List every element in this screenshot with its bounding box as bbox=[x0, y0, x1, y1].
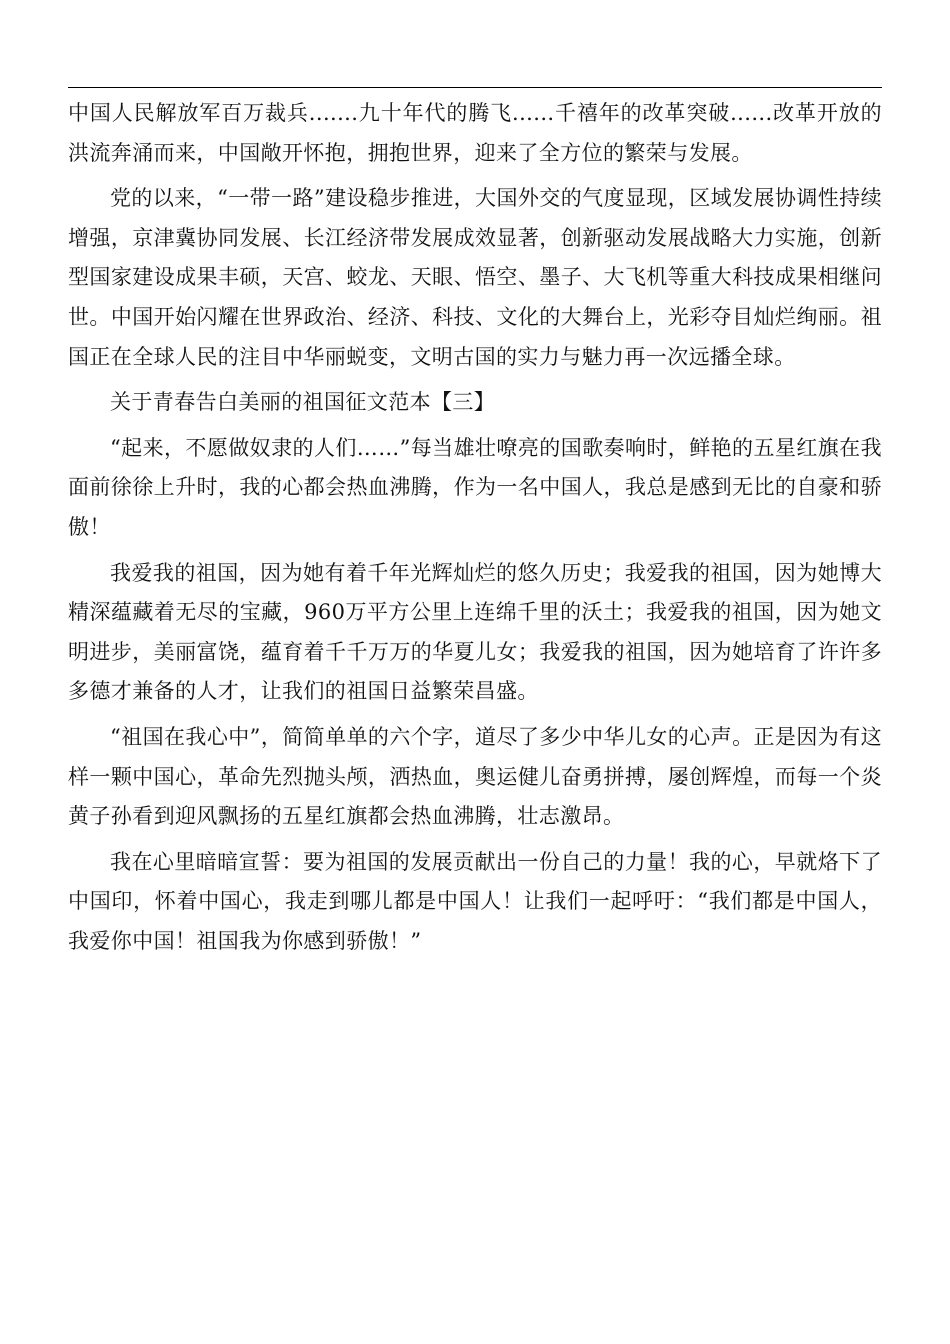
paragraph: “起来，不愿做奴隶的人们……”每当雄壮嘹亮的国歌奏响时，鲜艳的五星红旗在我面前徐徐上升时，我的心都会热血沸腾，作为一名中国人，我总是感到无比的自豪和骄傲！ bbox=[68, 435, 882, 539]
paragraph: 我爱我的祖国，因为她有着千年光辉灿烂的悠久历史；我爱我的祖国，因为她博大精深蕴藏着无尽的宝藏，960万平方公里上连绵千里的沃土；我爱我的祖国，因为她文明进步，美丽富饶，蕴育着千千万万的华夏儿女；我爱我的祖国，因为她培育了许许多多德才兼备的人才，让我们的祖国日益繁荣昌盛。 bbox=[68, 560, 882, 704]
section-heading: 关于青春告白美丽的祖国征文范本【三】 bbox=[110, 390, 496, 415]
paragraph: 我在心里暗暗宣誓：要为祖国的发展贡献出一份自己的力量！我的心，早就烙下了中国印，怀着中国心，我走到哪儿都是中国人！让我们一起呼吁：“我们都是中国人，我爱你中国！祖国我为你感到骄傲！” bbox=[68, 849, 882, 953]
paragraph-continued: 中国人民解放军百万裁兵.......九十年代的腾飞......千禧年的改革突破......改革开放的洪流奔涌而来，中国敞开怀抱，拥抱世界，迎来了全方位的繁荣与发展。 bbox=[68, 101, 882, 165]
header-rule bbox=[68, 87, 882, 88]
document-body bbox=[68, 94, 882, 961]
paragraph: 党的以来，“一带一路”建设稳步推进，大国外交的气度显现，区域发展协调性持续增强，京津冀协同发展、长江经济带发展成效显著，创新驱动发展战略大力实施，创新型国家建设成果丰硕，天宫、蛟龙、天眼、悟空、墨子、大飞机等重大科技成果相继问世。中国开始闪耀在世界政治、经济、科技、文化的大舞台上，光彩夺目灿烂绚丽。祖国正在全球人民的注目中华丽蜕变，文明古国的实力与魅力再一次远播全球。 bbox=[68, 186, 882, 369]
paragraph: “祖国在我心中”，简简单单的六个字，道尽了多少中华儿女的心声。正是因为有这样一颗中国心，革命先烈抛头颅，洒热血，奥运健儿奋勇拼搏，屡创辉煌，而每一个炎黄子孙看到迎风飘扬的五星红旗都会热血沸腾，壮志激昂。 bbox=[68, 724, 882, 829]
